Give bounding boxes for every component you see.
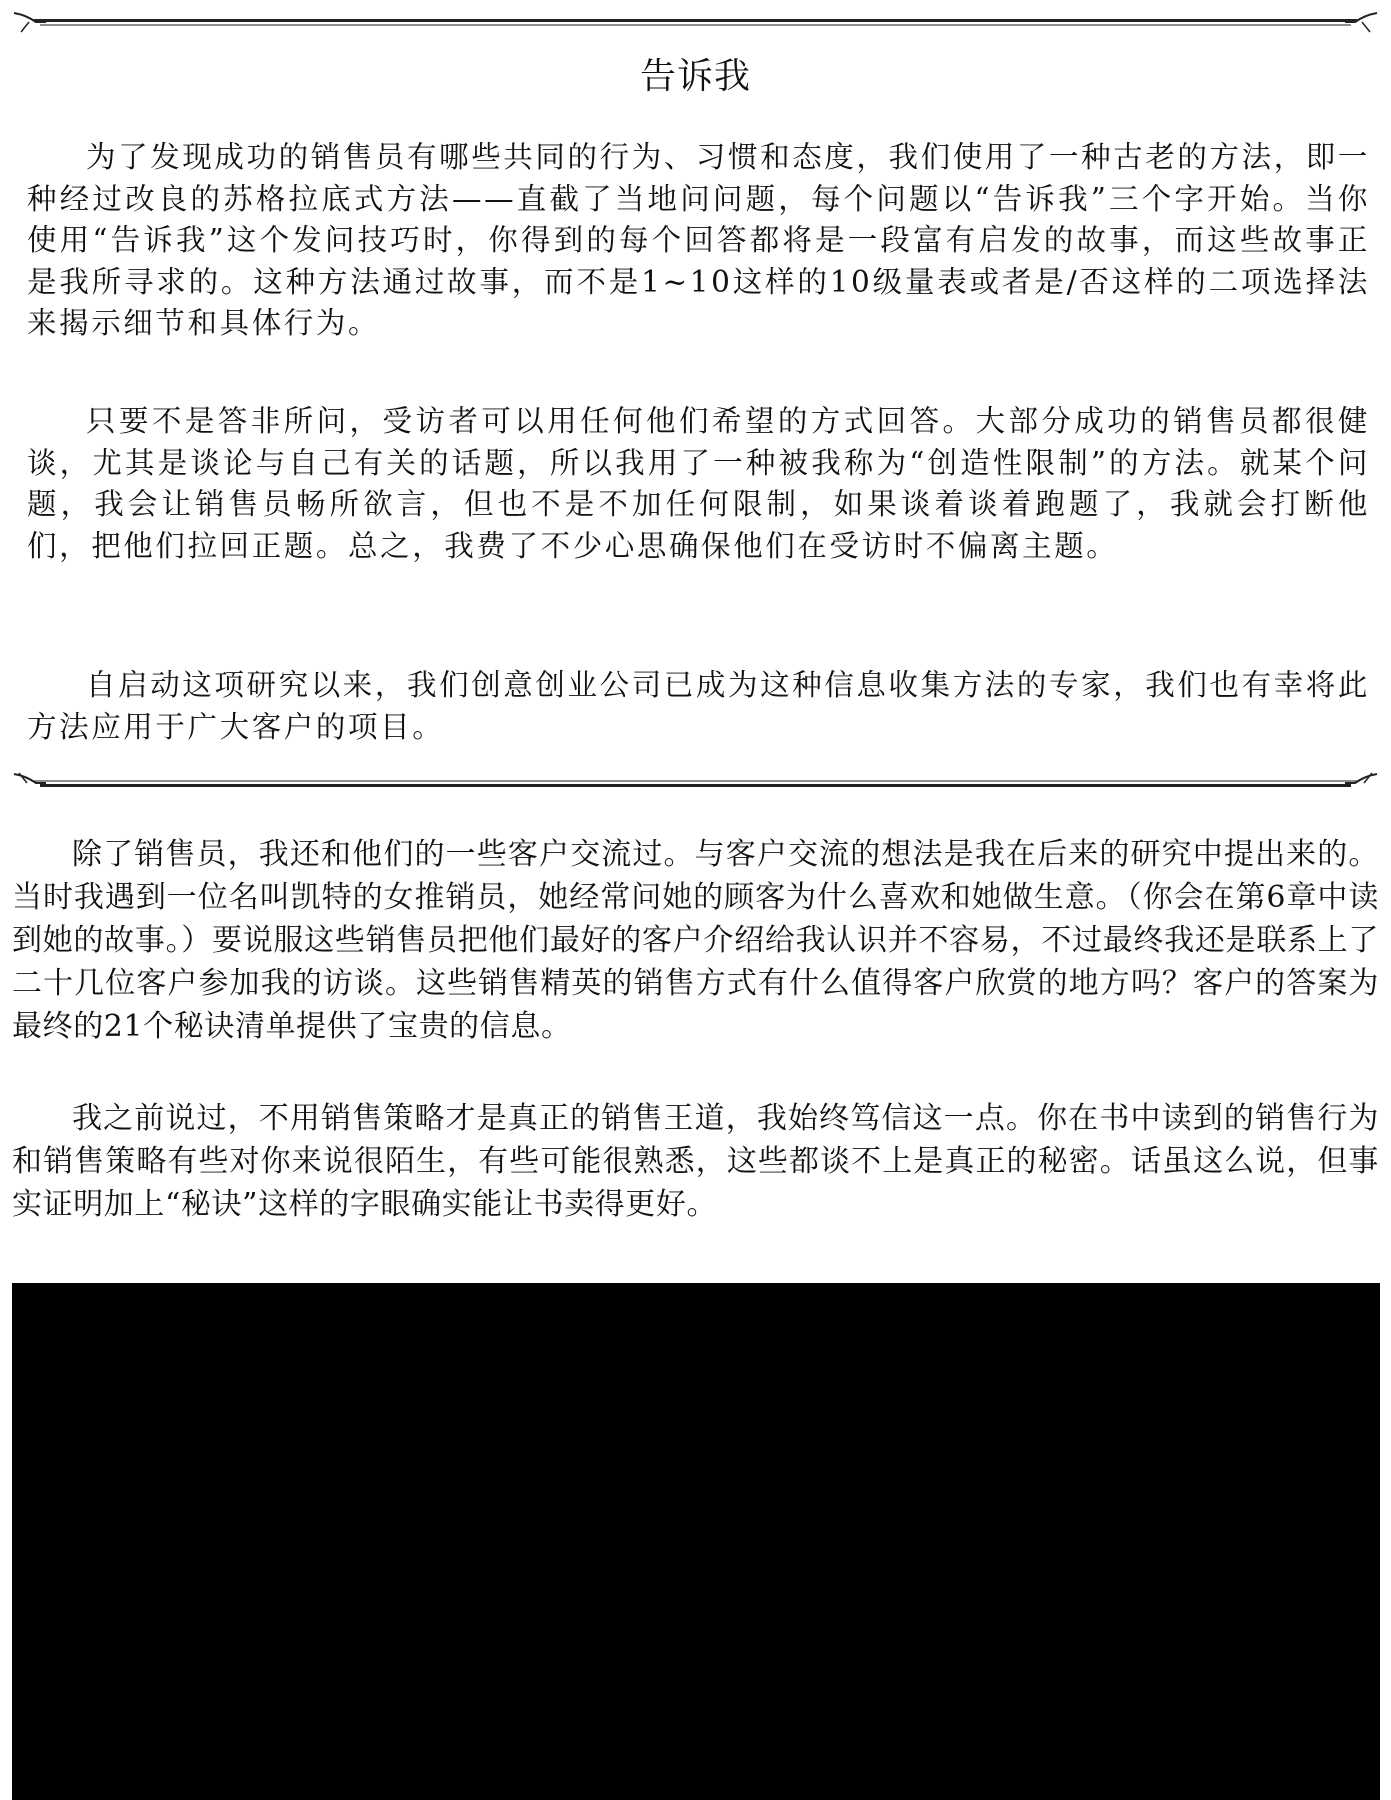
sidebar-paragraph-3: 自启动这项研究以来，我们创意创业公司已成为这种信息收集方法的专家，我们也有幸将此方法应用于广大客户的项目。 (27, 668, 1371, 744)
sidebar-paragraph-1: 为了发现成功的销售员有哪些共同的行为、习惯和态度，我们使用了一种古老的方法，即一种经过改良的苏格拉底式方法——直截了当地问问题，每个问题以“告诉我”三个字开始。当你使用“告诉我”这个发问技巧时，你得到的每个回答都将是一段富有启发的故事，而这些故事正是我所寻求的。这种方法通过故事，而不是1~10这样的10级量表或者是/否这样的二项选择法来揭示细节和具体行为。 (27, 140, 1371, 340)
top-decorative-rule (12, 8, 1379, 36)
sidebar-paragraph-2: 只要不是答非所问，受访者可以用任何他们希望的方式回答。大部分成功的销售员都很健谈，尤其是谈论与自己有关的话题，所以我用了一种被我称为“创造性限制”的方法。就某个问题，我会让销售员畅所欲言，但也不是不加任何限制，如果谈着谈着跑题了，我就会打断他们，把他们拉回正题。总之，我费了不少心思确保他们在受访时不偏离主题。 (27, 404, 1370, 563)
redacted-image-block (12, 1283, 1380, 1800)
body-paragraph-2: 我之前说过，不用销售策略才是真正的销售王道，我始终笃信这一点。你在书中读到的销售行为和销售策略有些对你来说很陌生，有些可能很熟悉，这些都谈不上是真正的秘密。话虽这么说，但事实证明加上“秘诀”这样的字眼确实能让书卖得更好。 (12, 1101, 1379, 1222)
sidebar-box (12, 8, 1379, 798)
bottom-decorative-rule (12, 770, 1379, 798)
body-paragraph-1: 除了销售员，我还和他们的一些客户交流过。与客户交流的想法是我在后来的研究中提出来的。当时我遇到一位名叫凯特的女推销员，她经常问她的顾客为什么喜欢和她做生意。（你会在第6章中读到她的故事。）要说服这些销售员把他们最好的客户介绍给我认识并不容易，不过最终我还是联系上了二十几位客户参加我的访谈。这些销售精英的销售方式有什么值得客户欣赏的地方吗？客户的答案为最终的21个秘诀清单提供了宝贵的信息。 (12, 837, 1379, 1044)
sidebar-title: 告诉我 (639, 56, 751, 97)
